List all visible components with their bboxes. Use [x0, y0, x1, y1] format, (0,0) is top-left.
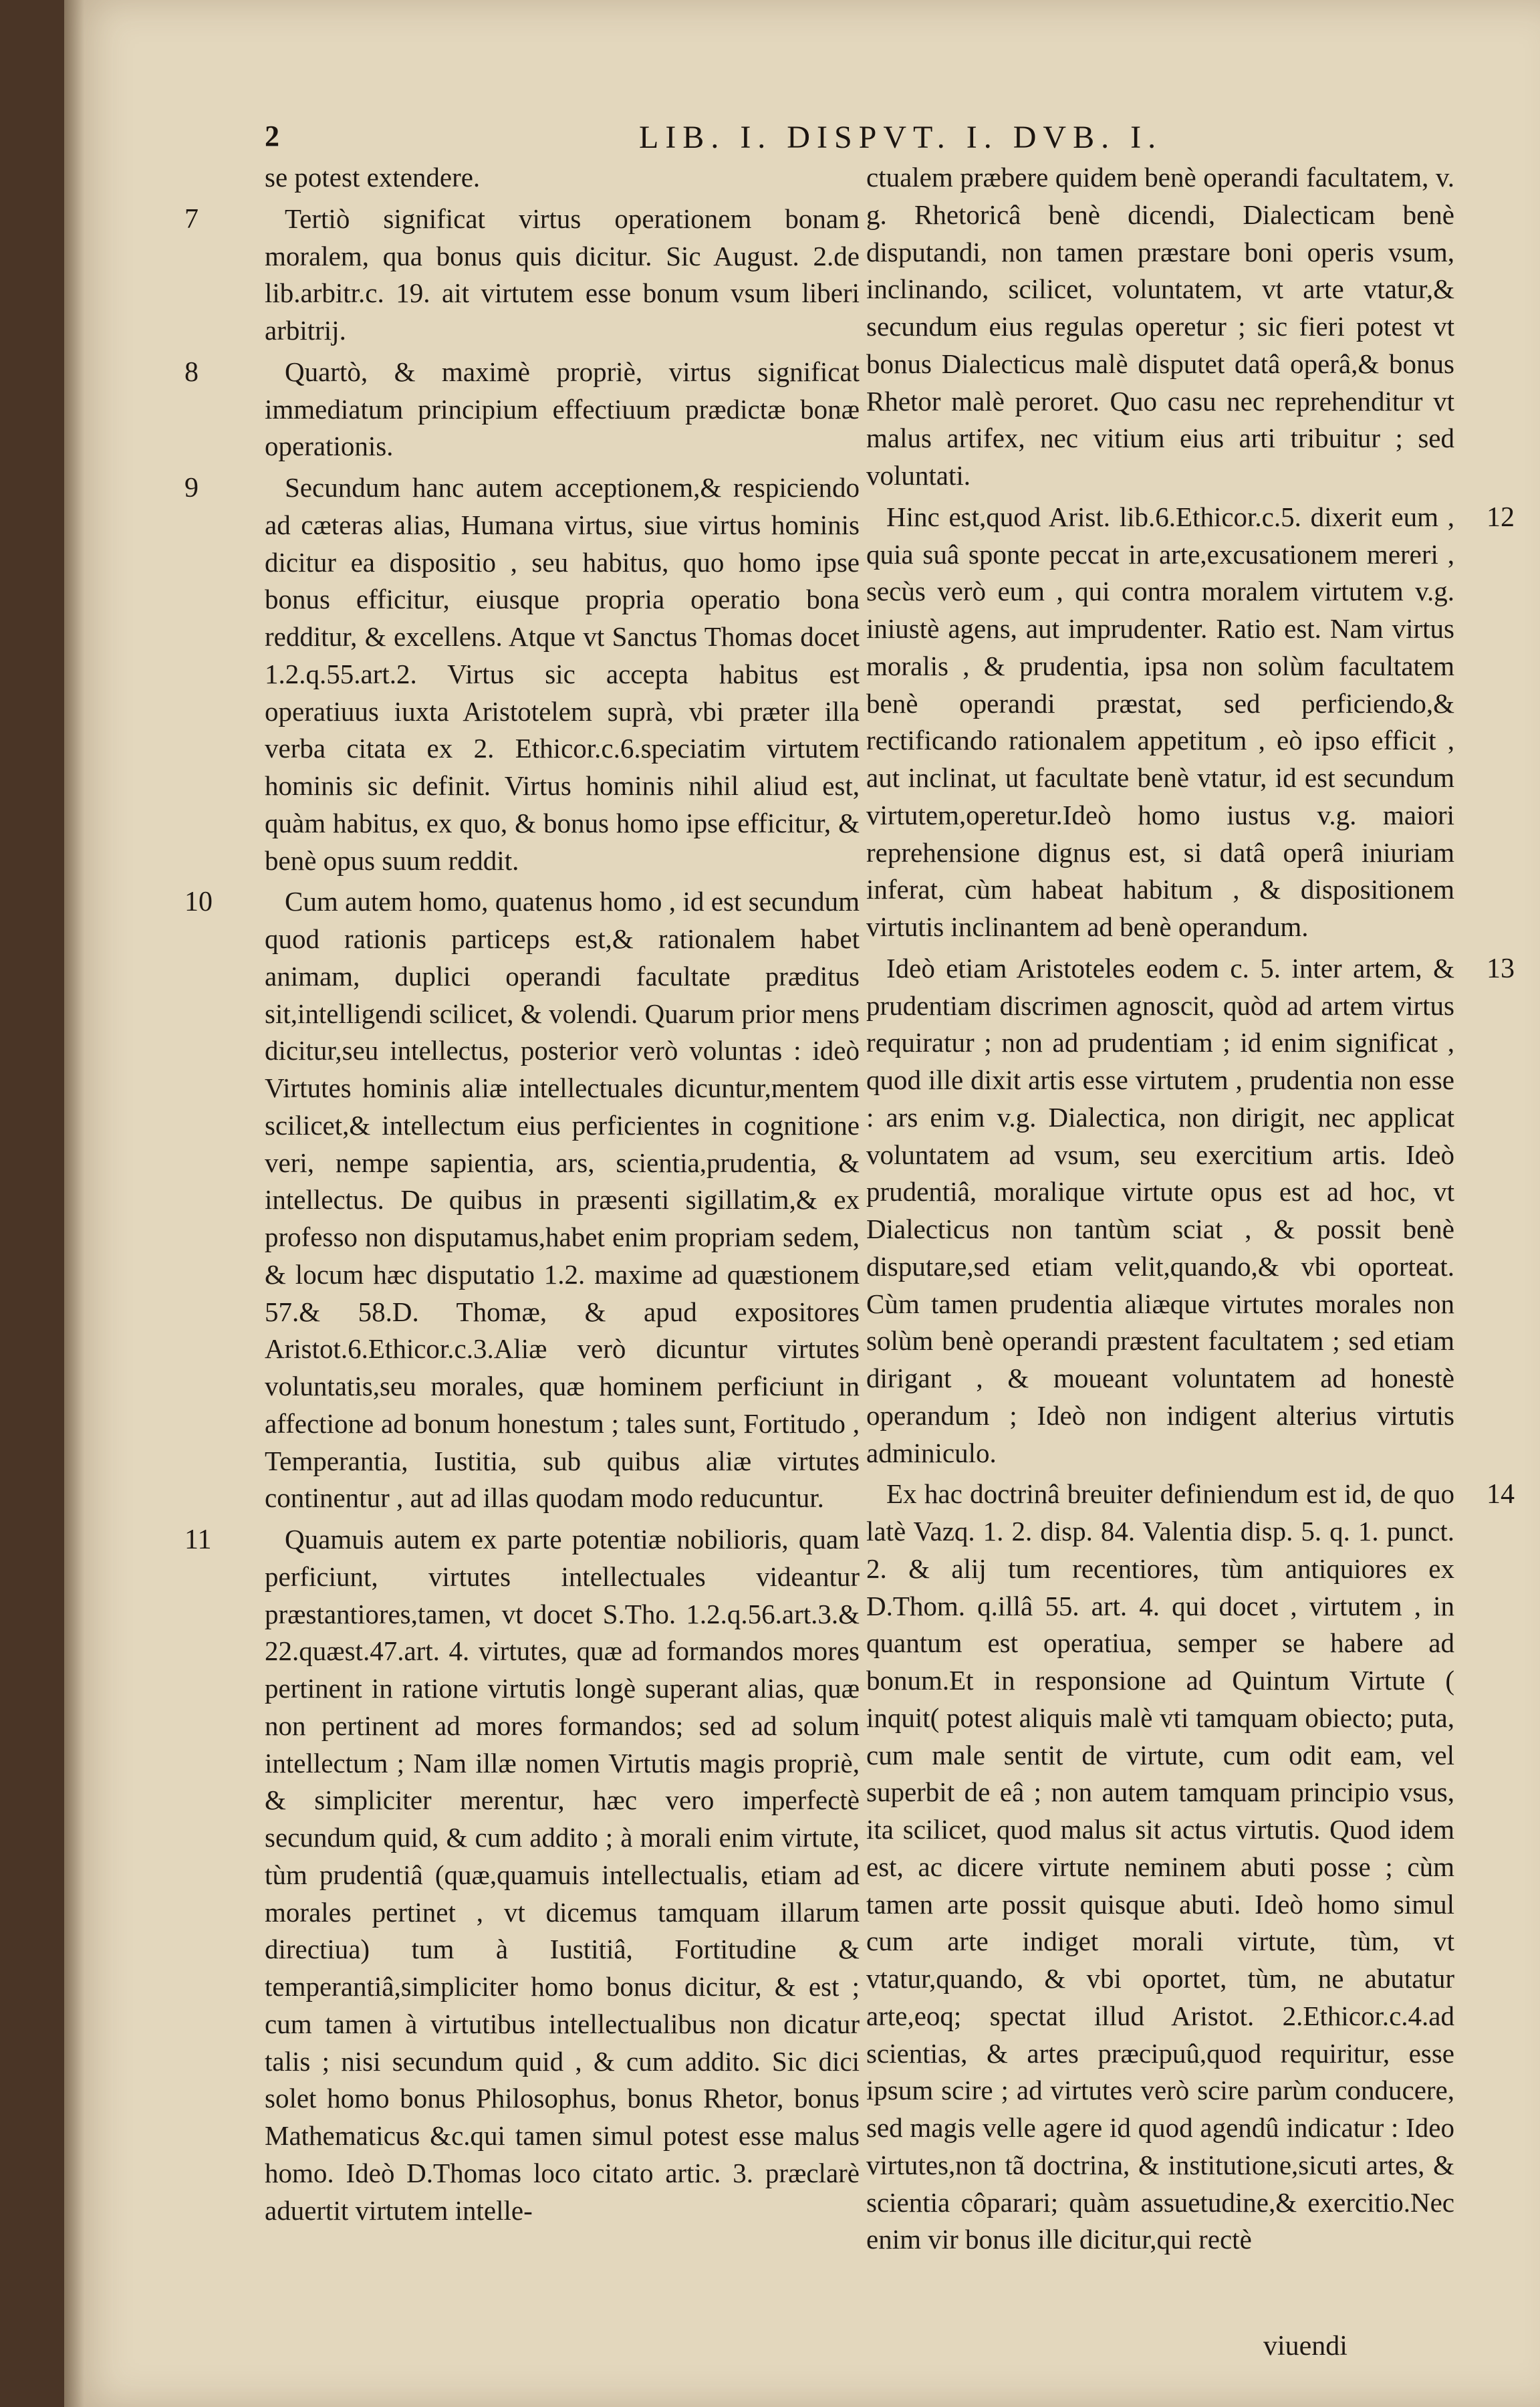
- paragraph-text: Cum autem homo, quatenus homo , id est secundum quod rationis particeps est,& rationalem habet animam, duplici operandi facultate præditus sit,intelligendi scilicet, & volendi. Quarum prior mens dicitur,seu intellectus, posterior verò voluntas : ideò Virtutes hominis aliæ intellectuales dicuntur,mentem scilicet,& intellectum eius perficientes in cognitione veri, nempe sapientia, ars, scientia,prudentia, & intellectus. De quibus in præsenti sigillatim,& ex professo non disputamus,habet enim propriam sedem, & locum hæc disputatio 1.2. maxime ad quæstionem 57.& 58.D. Thomæ, & apud expositores Aristot.6.Ethicor.c.3.Aliæ verò dicuntur virtutes voluntatis,seu morales, quæ hominem perficiunt in affectione ad bonum honestum ; tales sunt, Fortitudo , Temperantia, Iustitia, sub quibus aliæ virtutes continentur , aut ad illas quodam modo reducuntur.: [265, 886, 860, 1514]
- paragraph: [265, 159, 860, 197]
- left-column: [184, 159, 860, 2233]
- paragraph-number: 13: [1487, 953, 1515, 984]
- paragraph-number: 8: [184, 356, 199, 388]
- paragraph-number: 11: [184, 1524, 212, 1555]
- paragraph-text: Hinc est,quod Arist. lib.6.Ethicor.c.5. dixerit eum , quia suâ sponte peccat in arte,excusationem mereri , secùs verò eum , qui contra moralem virtutem v.g. iniustè agens, aut imprudenter. Ratio est. Nam virtus moralis , & prudentia, ipsa non solùm facultatem benè operandi præstat, sed perficiendo,& rectificando rationalem appetitum , eò ipso efficit , aut inclinat, ut facultate benè vtatur, id est secundum virtutem,operetur.Ideò homo iustus v.g. maiori reprehensione dignus est, si datâ operâ iniuriam inferat, cùm habeat habitum , & dispositionem virtutis inclinantem ad benè operandum.: [866, 501, 1454, 942]
- paragraph-number: 12: [1487, 501, 1515, 533]
- paragraph-text: Secundum hanc autem acceptionem,& respiciendo ad cæteras alias, Humana virtus, siue virtus hominis dicitur ea dispositio , seu habitus, quo homo ipse bonus efficitur, eiusque propria operatio bona redditur, & excellens. Atque vt Sanctus Thomas docet 1.2.q.55.art.2. Virtus sic accepta habitus est operatiuus iuxta Aristotelem suprà, vbi præter illa verba citata ex 2. Ethicor.c.6.speciatim virtutem hominis sic definit. Virtus hominis nihil aliud est, quàm habitus, ex quo, & bonus homo ipse efficitur, & benè opus suum reddit.: [265, 472, 860, 876]
- paragraph: [184, 354, 860, 465]
- paragraph: [184, 883, 860, 1517]
- paragraph-text: se potest extendere.: [265, 162, 481, 193]
- catchword: viuendi: [1263, 2331, 1348, 2362]
- paragraph-text: Tertiò significat virtus operationem bonam moralem, qua bonus quis dicitur. Sic August. 2.de lib.arbitr.c. 19. ait virtutem esse bonum vsum liberi arbitrij.: [265, 203, 860, 346]
- paragraph-number: 10: [184, 887, 213, 918]
- right-column: [866, 159, 1515, 2263]
- paragraph: [184, 201, 860, 350]
- paragraph-text: Ex hac doctrinâ breuiter definiendum est id, de quo latè Vazq. 1. 2. disp. 84. Valentia disp. 5. q. 1. punct. 2. & alij tum recentiores, tùm antiquiores ex D.Thom. q.illâ 55. art. 4. qui docet , virtutem , in quantum est operatiua, semper se habere ad bonum.Et in responsione ad Quintum Virtute ( inquit( potest aliquis malè vti tamquam obiecto; puta, cum male sentit de virtute, cum odit eam, vel superbit de eâ ; non autem tamquam principio vsus, ita scilicet, quod malus sit actus virtutis. Quod idem est, ac dicere virtute neminem abuti posse ; cùm tamen arte possit quisque abuti. Ideò homo simul cum arte indiget morali virtute, tùm, vt vtatur,quando, & vbi oportet, tùm, ne abutatur arte,eoq; spectat illud Aristot. 2.Ethicor.c.4.ad scientias, & artes præcipuû,quod requiritur, esse ipsum scire ; ad virtutes verò scire parùm conducere, sed magis velle agere id quod agendû indicatur : Ideo virtutes,non tã doctrina, & institutione,sicuti artes, & scientia côparari; quàm assuetudine,& exercitio.Nec enim vir bonus ille dicitur,qui rectè: [866, 1478, 1454, 2255]
- paragraph-text: Quamuis autem ex parte potentiæ nobilioris, quam perficiunt, virtutes intellectuales videantur præstantiores,tamen, vt docet S.Tho. 1.2.q.56.art.3.& 22.quæst.47.art. 4. virtutes, quæ ad formandos mores pertinent in ratione virtutis longè superant alias, quæ non pertinent ad mores formandos; sed ad solum intellectum ; Nam illæ nomen Virtutis magis propriè, & simpliciter merentur, hæc vero imperfectè secundum quid, & cum addito ; à morali enim virtute, tùm prudentiâ (quæ,quamuis intellectualis, etiam ad morales pertinet , vt dicemus tamquam illarum directiua) tum à Iustitiâ, Fortitudine & temperantiâ,simpliciter homo bonus dicitur, & est ; cum tamen à virtutibus intellectualibus non dicatur talis ; nisi secundum quid , & cum addito. Sic dici solet homo bonus Philosophus, bonus Rhetor, bonus Mathematicus &c.qui tamen simul potest esse malus homo. Ideò D.Thomas loco citato artic. 3. præclarè aduertit virtutem intelle-: [265, 1524, 860, 2226]
- paragraph-text: Quartò, & maximè propriè, virtus significat immediatum principium effectiuum prædictæ bonæ operationis.: [265, 356, 860, 462]
- paragraph-text: Ideò etiam Aristoteles eodem c. 5. inter artem, & prudentiam discrimen agnoscit, quòd ad artem virtus requiratur ; non ad prudentiam ; id enim significat , quod ille dixit artis esse virtutem , prudentia non esse : ars enim v.g. Dialectica, non dirigit, nec applicat voluntatem ad vsum, seu exercitium artis. Ideò prudentiâ, moralique virtute opus est ad hoc, vt Dialecticus non tantùm sciat , & possit benè disputare,sed etiam velit,quando,& vbi oporteat. Cùm tamen prudentia aliæque virtutes morales non solùm benè operandi præstent facultatem ; sed etiam dirigant , & moueant voluntatem ad honestè operandum ; Ideò non indigent alterius virtutis adminiculo.: [866, 952, 1454, 1468]
- paragraph-number: 9: [184, 473, 199, 503]
- paragraph: [866, 159, 1454, 495]
- page-number: 2: [265, 120, 279, 152]
- paragraph: [184, 1521, 860, 2229]
- binding-shadow: [64, 0, 84, 2407]
- paragraph: [866, 499, 1515, 946]
- paragraph-number: 7: [184, 203, 199, 235]
- running-head: LIB. I. DISPVT. I. DVB. I.: [639, 120, 1163, 155]
- paragraph-text: ctualem præbere quidem benè operandi facultatem, v. g. Rhetoricâ benè dicendi, Dialecticam benè disputandi, non tamen præstare boni operis vsum, inclinando, scilicet, voluntatem, vt arte vtatur,& secundum eius regulas operetur ; sic fieri potest vt bonus Dialecticus malè disputet datâ operâ,& bonus Rhetor malè peroret. Quo casu nec reprehenditur vt malus artifex, nec vitium eius arti tribuitur ; sed voluntati.: [866, 162, 1454, 491]
- paragraph: [866, 950, 1515, 1472]
- paragraph: [866, 1476, 1515, 2259]
- paragraph: [184, 469, 860, 879]
- paragraph-number: 14: [1487, 1479, 1515, 1510]
